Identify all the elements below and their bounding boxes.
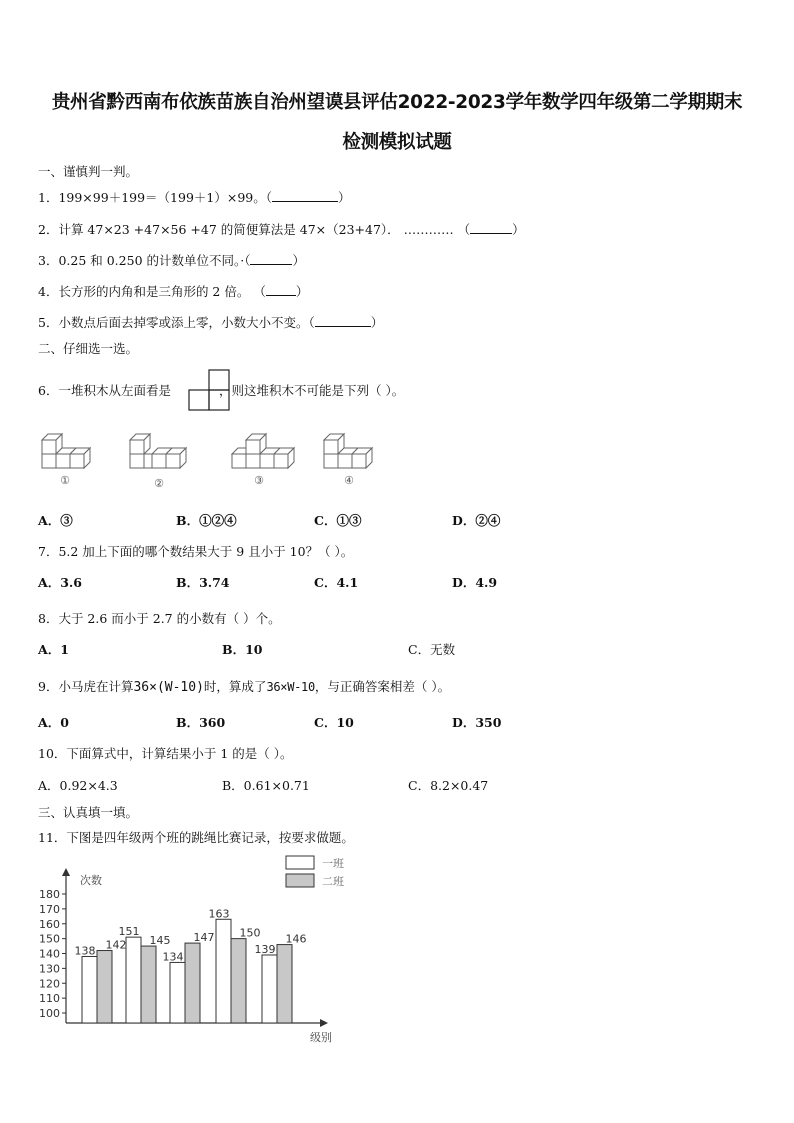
bar: [262, 955, 277, 1023]
q9-option-c[interactable]: C．10: [314, 715, 354, 730]
q8-option-b[interactable]: B．10: [222, 642, 263, 657]
legend-swatch: [286, 856, 314, 869]
bar-value-label: 134: [162, 950, 184, 964]
bar: [277, 945, 292, 1023]
question-3-text: 3．0.25 和 0.250 的计数单位不同。·（: [38, 253, 251, 268]
figure-label-1: ①: [60, 474, 70, 487]
question-9-text-1: 9．小马虎在计算: [38, 679, 134, 694]
q8-option-a[interactable]: A．1: [38, 642, 69, 657]
question-6-text-before: 6．一堆积木从左面看是: [38, 383, 171, 398]
bar: [216, 919, 231, 1023]
legend-swatch: [286, 874, 314, 887]
q6-option-a[interactable]: A．③: [38, 513, 73, 528]
bar-value-label: 138: [74, 944, 96, 958]
answer-blank-1[interactable]: [272, 189, 338, 203]
question-8: 8．大于 2.6 而小于 2.7 的小数有（ ）个。: [38, 611, 281, 626]
answer-blank-5[interactable]: [315, 314, 371, 328]
figure-label-4: ④: [344, 474, 354, 487]
legend-label: 二班: [322, 875, 344, 888]
q9-option-b[interactable]: B．360: [176, 715, 226, 730]
question-1: [38, 188, 351, 206]
bar: [97, 951, 112, 1023]
y-axis-arrow: [62, 868, 70, 876]
q7-option-a[interactable]: A．3.6: [38, 575, 82, 590]
y-tick-label: 140: [39, 947, 60, 961]
x-axis-arrow: [320, 1019, 328, 1027]
bar-value-label: 142: [105, 938, 127, 952]
figure-label-3: ③: [254, 474, 264, 487]
block-figure-4: [320, 432, 384, 480]
question-9-text-2: 时，算成了: [203, 679, 267, 694]
answer-blank-4[interactable]: [266, 283, 296, 297]
question-2-close: ）: [512, 222, 525, 237]
question-1-close: ）: [338, 190, 351, 205]
bar: [82, 956, 97, 1023]
question-7: 7．5.2 加上下面的哪个数结果大于 9 且小于 10？（ ）。: [38, 544, 354, 559]
page-title-line2: 检测模拟试题: [342, 132, 452, 153]
bar-value-label: 139: [254, 942, 276, 956]
question-3: [38, 251, 305, 269]
question-5: [38, 313, 383, 331]
bar-value-label: 151: [118, 925, 140, 939]
y-tick-label: 120: [39, 977, 60, 991]
y-tick-label: 170: [39, 902, 60, 916]
q7-option-b[interactable]: B．3.74: [176, 575, 230, 590]
y-tick-label: 130: [39, 962, 60, 976]
question-2: [38, 220, 525, 238]
question-5-close: ）: [370, 315, 384, 330]
y-tick-label: 160: [39, 917, 60, 931]
section-heading-judge: 一、谨慎判一判。: [38, 164, 139, 179]
bar: [185, 943, 200, 1023]
section-heading-fill: 三、认真填一填。: [38, 805, 139, 820]
question-9-expr-2: 36×W-10: [266, 680, 315, 694]
question-4-close: ）: [295, 284, 309, 299]
chart-bars: [75, 907, 307, 1023]
section-heading-choice: 二、仔细选一选。: [38, 341, 139, 356]
block-figure-1: [38, 432, 100, 480]
q9-option-d[interactable]: D．350: [452, 715, 502, 730]
y-tick-label: 100: [39, 1007, 60, 1020]
question-2-text: 2．计算 47×23 +47×56 +47 的简便算法是 47×（23+47）． ………… （: [38, 222, 471, 237]
q10-option-c[interactable]: C．8.2×0.47: [408, 778, 489, 793]
bar-value-label: 147: [193, 931, 215, 945]
question-9-expr-1: 36×(W-10): [133, 680, 204, 695]
bar: [170, 962, 185, 1023]
bar-value-label: 163: [208, 907, 230, 921]
q10-option-b[interactable]: B．0.61×0.71: [222, 778, 310, 793]
question-9-text-3: ，与正确答案相差（ ）。: [314, 679, 451, 694]
x-axis-label: 级别: [310, 1031, 332, 1044]
bar-value-label: 150: [239, 926, 261, 940]
bar-value-label: 145: [149, 934, 171, 948]
answer-blank-2[interactable]: [470, 221, 512, 235]
q7-option-c[interactable]: C．4.1: [314, 575, 359, 590]
q6-option-d[interactable]: D．②④: [452, 513, 501, 528]
question-5-text: 5．小数点后面去掉零或添上零，小数大小不变。（: [38, 315, 315, 330]
side-view-figure: [186, 368, 232, 414]
question-4-text: 4．长方形的内角和是三角形的 2 倍。 （: [38, 284, 266, 299]
page-title-line1: 贵州省黔西南布依族苗族自治州望谟县评估2022-2023学年数学四年级第二学期期末: [51, 92, 743, 113]
question-10: 10．下面算式中，计算结果小于 1 的是（ ）。: [38, 746, 293, 761]
bar: [126, 937, 141, 1023]
q6-option-b[interactable]: B．①②④: [176, 513, 237, 528]
q9-option-a[interactable]: A．0: [38, 715, 69, 730]
q10-option-a[interactable]: A．0.92×4.3: [38, 778, 118, 793]
q6-option-c[interactable]: C．①③: [314, 513, 362, 528]
y-tick-label: 150: [39, 932, 60, 946]
question-3-close: ）: [292, 253, 305, 268]
q7-option-d[interactable]: D．4.9: [452, 575, 498, 590]
question-11: 11．下图是四年级两个班的跳绳比赛记录，按要求做题。: [38, 830, 354, 845]
chart-legend: [286, 856, 344, 888]
y-tick-label: 110: [39, 992, 60, 1006]
answer-blank-3[interactable]: [250, 252, 292, 266]
question-4: [38, 282, 308, 300]
question-9: [38, 677, 450, 695]
block-figure-3: [228, 432, 296, 480]
question-6-text-after: ，则这堆积木不可能是下列（ ）。: [218, 383, 405, 398]
bar: [141, 946, 156, 1023]
y-tick-label: 180: [39, 888, 60, 901]
block-figure-2: [126, 432, 198, 480]
bar-value-label: 146: [285, 932, 307, 946]
question-1-text: 1．199×99＋199＝（199＋1）×99。（: [38, 190, 272, 205]
legend-label: 一班: [322, 857, 344, 870]
bar: [231, 939, 246, 1023]
y-axis-label: 次数: [80, 874, 102, 887]
figure-label-2: ②: [154, 477, 164, 490]
jump-rope-bar-chart: [30, 850, 360, 1044]
q8-option-c[interactable]: C．无数: [408, 642, 456, 657]
